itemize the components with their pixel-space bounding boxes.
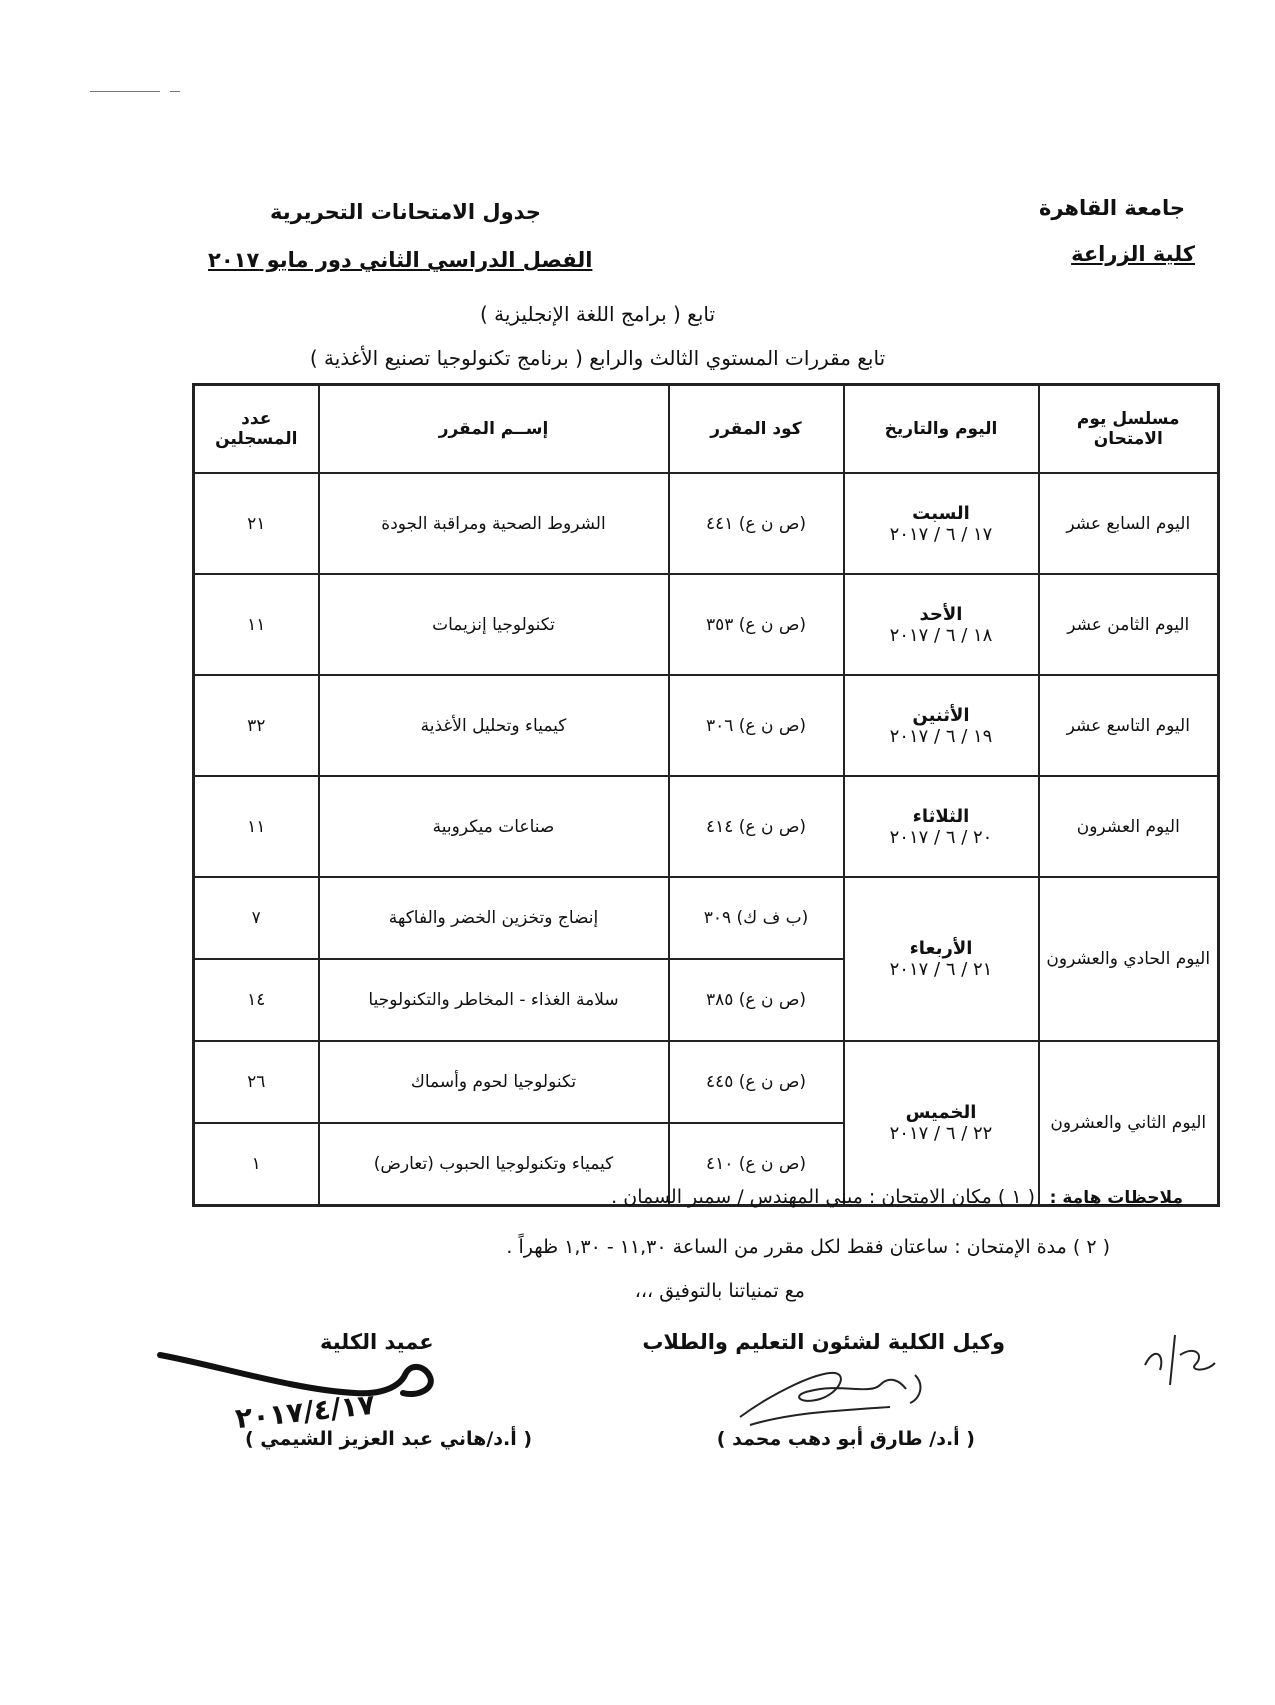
- day-name: الأحد: [919, 603, 963, 625]
- exam-day-serial: اليوم السابع عشر: [1039, 473, 1219, 574]
- exam-day-serial: اليوم الثامن عشر: [1039, 574, 1219, 675]
- course-code: (ص ن ع) ٣٠٦: [669, 675, 844, 776]
- header-registered-count: عدد المسجلين: [194, 385, 319, 474]
- course-name: كيمياء وتكنولوجيا الحبوب (تعارض): [319, 1123, 669, 1206]
- course-name: تكنولوجيا لحوم وأسماك: [319, 1041, 669, 1123]
- exam-day-date: [844, 877, 1039, 1041]
- exam-day-date: [844, 675, 1039, 776]
- exam-day-date: [844, 473, 1039, 574]
- header-day-date: اليوم والتاريخ: [844, 385, 1039, 474]
- vice-dean-title: وكيل الكلية لشئون التعليم والطلاب: [642, 1330, 1005, 1354]
- vice-dean-signature: [730, 1355, 950, 1435]
- course-name: كيمياء وتحليل الأغذية: [319, 675, 669, 776]
- table-row: [194, 776, 1219, 877]
- exam-date: ١٧ / ٦ / ٢٠١٧: [889, 523, 993, 545]
- semester-title: الفصل الدراسي الثاني دور مايو ٢٠١٧: [208, 248, 593, 272]
- exam-date: ١٩ / ٦ / ٢٠١٧: [889, 725, 993, 747]
- note-exam-location: ( ١ ) مكان الامتحان : مبني المهندس / سمير السمان .: [611, 1186, 1035, 1208]
- header-course-code: كود المقرر: [669, 385, 844, 474]
- dean-name: ( أ.د/هاني عبد العزيز الشيمي ): [245, 1428, 533, 1450]
- exam-day-date: [844, 574, 1039, 675]
- table-row: [194, 877, 1219, 959]
- university-name: جامعة القاهرة: [1038, 196, 1185, 220]
- day-name: الخميس: [905, 1102, 977, 1123]
- course-name: الشروط الصحية ومراقبة الجودة: [319, 473, 669, 574]
- exam-schedule-title: جدول الامتحانات التحريرية: [270, 200, 541, 224]
- exam-day-serial: اليوم الحادي والعشرون: [1039, 877, 1219, 1041]
- course-name: إنضاج وتخزين الخضر والفاكهة: [319, 877, 669, 959]
- course-code: (ص ن ع) ٤٤٥: [669, 1041, 844, 1123]
- exam-date: ٢١ / ٦ / ٢٠١٧: [889, 959, 993, 980]
- table-row: [194, 574, 1219, 675]
- exam-day-date: [844, 1041, 1039, 1206]
- exam-day-serial: اليوم الثاني والعشرون: [1039, 1041, 1219, 1206]
- registered-count: ١٤: [194, 959, 319, 1041]
- exam-day-serial: اليوم العشرون: [1039, 776, 1219, 877]
- dean-handwritten-date: ٢٠١٧/٤/١٧: [233, 1387, 377, 1436]
- exam-date: ٢٠ / ٦ / ٢٠١٧: [889, 826, 993, 848]
- registered-count: ٧: [194, 877, 319, 959]
- course-code: (ص ن ع) ٣٨٥: [669, 959, 844, 1041]
- table-row: [194, 675, 1219, 776]
- registered-count: ١١: [194, 574, 319, 675]
- scan-mark: [170, 91, 180, 92]
- course-code: (ص ن ع) ٤١٠: [669, 1123, 844, 1206]
- registered-count: ٢١: [194, 473, 319, 574]
- course-name: تكنولوجيا إنزيمات: [319, 574, 669, 675]
- header-serial: مسلسل يوم الامتحان: [1039, 385, 1219, 474]
- registered-count: ١١: [194, 776, 319, 877]
- course-code: (ص ن ع) ٣٥٣: [669, 574, 844, 675]
- subtitle-program: تابع ( برامج اللغة الإنجليزية ): [479, 302, 716, 326]
- registered-count: ١: [194, 1123, 319, 1206]
- notes-label: ملاحظات هامة :: [1049, 1188, 1183, 1208]
- course-code: (ب ف ك) ٣٠٩: [669, 877, 844, 959]
- header-course-name: إســم المقرر: [319, 385, 669, 474]
- dean-title: عميد الكلية: [320, 1330, 434, 1354]
- exam-date: ٢٢ / ٦ / ٢٠١٧: [889, 1123, 993, 1144]
- day-name: الثلاثاء: [912, 805, 970, 827]
- course-name: صناعات ميكروبية: [319, 776, 669, 877]
- registered-count: ٣٢: [194, 675, 319, 776]
- subtitle-levels: تابع مقررات المستوي الثالث والرابع ( برنامج تكنولوجيا تصنيع الأغذية ): [309, 346, 886, 370]
- course-code: (ص ن ع) ٤١٤: [669, 776, 844, 877]
- scan-mark: [90, 91, 160, 92]
- table-header-row: [194, 385, 1219, 474]
- day-name: الأربعاء: [909, 938, 973, 959]
- course-code: (ص ن ع) ٤٤١: [669, 473, 844, 574]
- exam-date: ١٨ / ٦ / ٢٠١٧: [889, 624, 993, 646]
- registered-count: ٢٦: [194, 1041, 319, 1123]
- exam-schedule-table: [192, 383, 1220, 1207]
- exam-day-serial: اليوم التاسع عشر: [1039, 675, 1219, 776]
- faculty-name: كلية الزراعة: [1071, 242, 1195, 266]
- table-row: [194, 1041, 1219, 1123]
- initials-signature: [1135, 1325, 1225, 1395]
- vice-dean-name: ( أ.د/ طارق أبو دهب محمد ): [716, 1428, 975, 1450]
- course-name: سلامة الغذاء - المخاطر والتكنولوجيا: [319, 959, 669, 1041]
- day-name: السبت: [912, 502, 970, 524]
- table-row: [194, 473, 1219, 574]
- note-exam-duration: ( ٢ ) مدة الإمتحان : ساعتان فقط لكل مقرر من الساعة ١١,٣٠ - ١,٣٠ ظهراً .: [506, 1236, 1110, 1258]
- closing-wishes: مع تمنياتنا بالتوفيق ،،،: [634, 1280, 805, 1302]
- day-name: الأثنين: [912, 704, 970, 726]
- exam-day-date: [844, 776, 1039, 877]
